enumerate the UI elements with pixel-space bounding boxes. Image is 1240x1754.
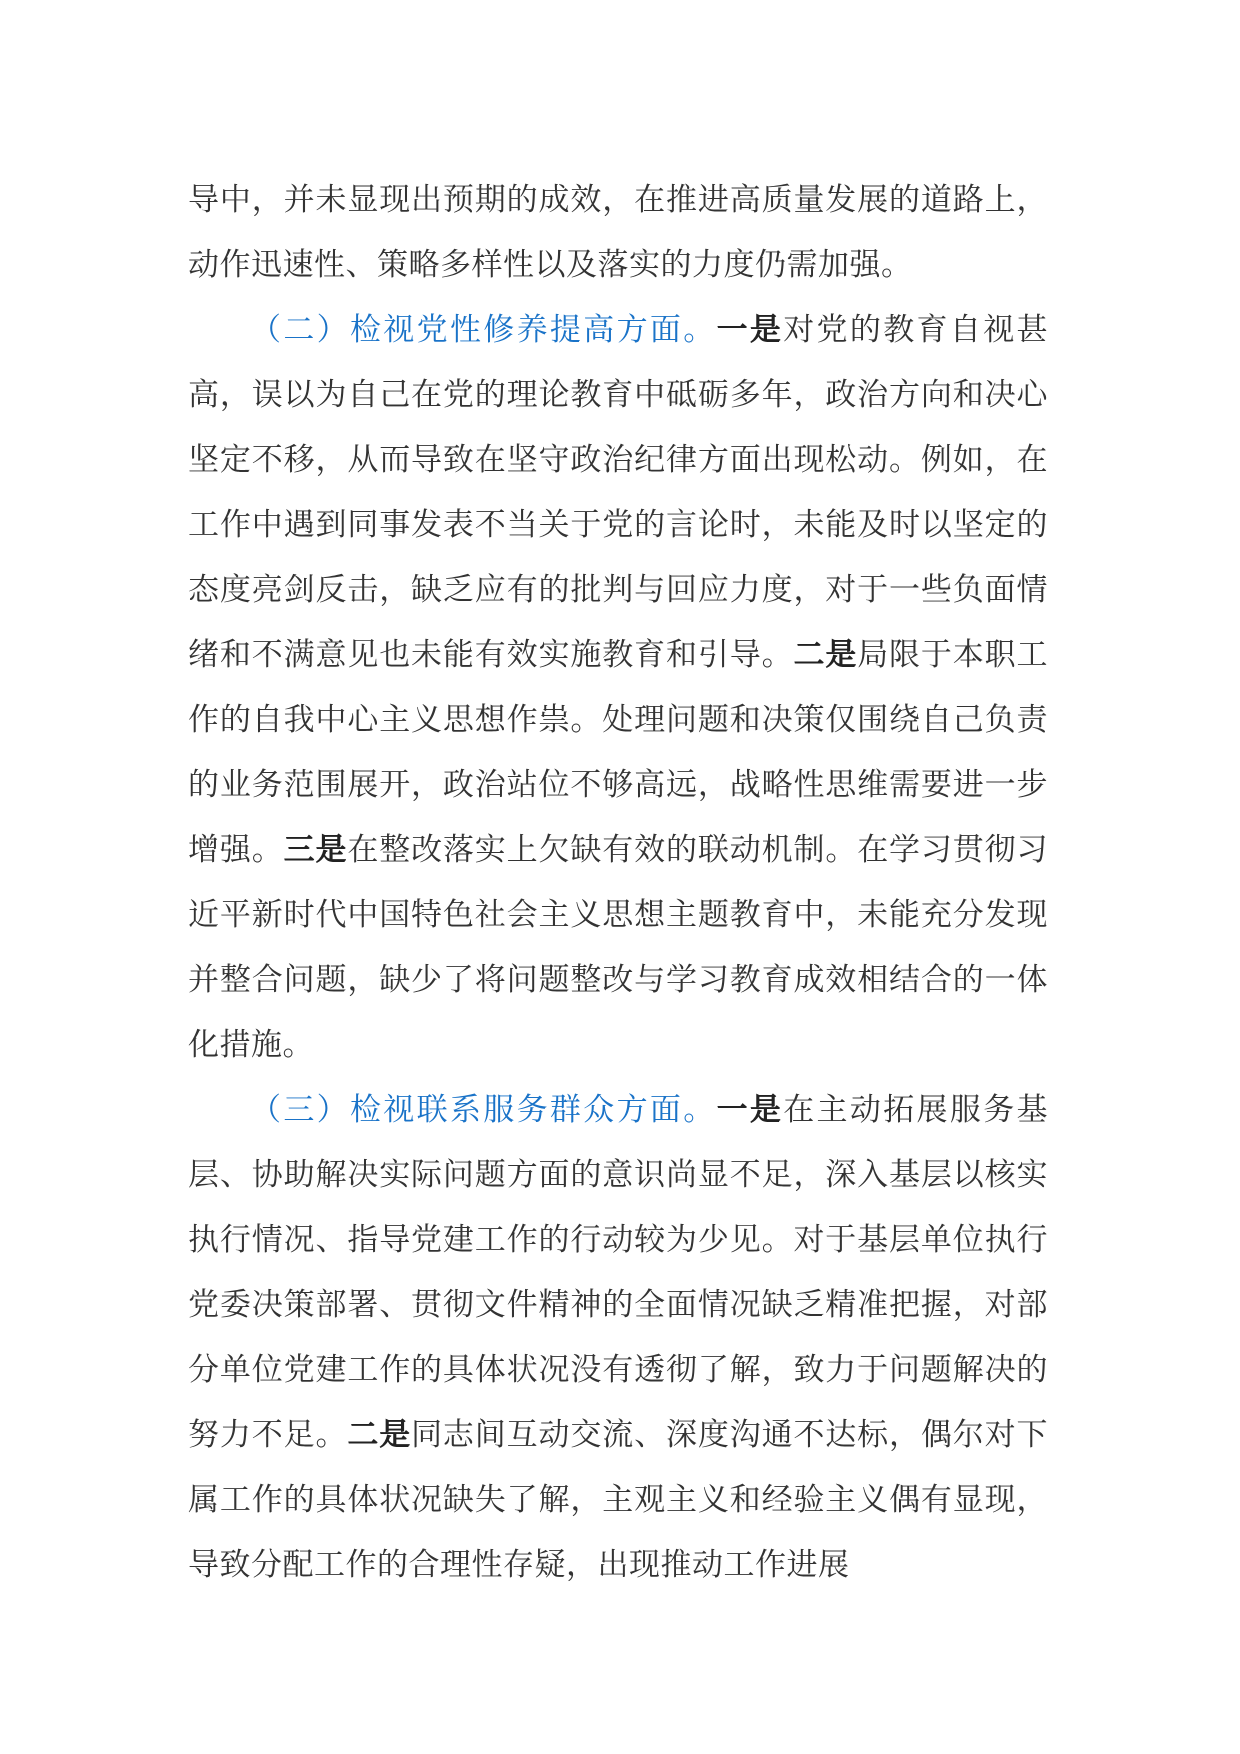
point-label: 二是 xyxy=(347,1417,412,1453)
body-text: 同志间互动交流、深度沟通不达标，偶尔对下属工作的具体状况缺失了解，主观主义和经验主义偶有显现，导致分配工作的合理性存疑，出现推动工作进展 xyxy=(188,1417,1049,1583)
body-text: 在整改落实上欠缺有效的联动机制。在学习贯彻习近平新时代中国特色社会主义思想主题教育中，未能充分发现并整合问题，缺少了将问题整改与学习教育成效相结合的一体化措施。 xyxy=(188,832,1049,1063)
body-text: 导中，并未显现出预期的成效，在推进高质量发展的道路上，动作迅速性、策略多样性以及落实的力度仍需加强。 xyxy=(188,182,1048,283)
point-label: 一是 xyxy=(716,1092,784,1128)
point-label: 二是 xyxy=(793,637,858,673)
point-label: 一是 xyxy=(716,312,784,348)
body-text: 在主动拓展服务基层、协助解决实际问题方面的意识尚显不足，深入基层以核实执行情况、指导党建工作的行动较为少见。对于基层单位执行党委决策部署、贯彻文件精神的全面情况缺乏精准把握，对部分单位党建工作的具体状况没有透彻了解，致力于问题解决的努力不足。 xyxy=(188,1092,1049,1453)
section-heading: （三）检视联系服务群众方面。 xyxy=(250,1092,717,1128)
paragraph-continuation xyxy=(188,168,1048,298)
document-body xyxy=(188,168,1048,1598)
paragraph-section-3 xyxy=(188,1078,1048,1598)
body-text: 局限于本职工作的自我中心主义思想作祟。处理问题和决策仅围绕自己负责的业务范围展开，政治站位不够高远，战略性思维需要进一步增强。 xyxy=(188,637,1049,868)
paragraph-section-2 xyxy=(188,298,1048,1078)
body-text: 对党的教育自视甚高，误以为自己在党的理论教育中砥砺多年，政治方向和决心坚定不移，从而导致在坚守政治纪律方面出现松动。例如，在工作中遇到同事发表不当关于党的言论时，未能及时以坚定的态度亮剑反击，缺乏应有的批判与回应力度，对于一些负面情绪和不满意见也未能有效实施教育和引导。 xyxy=(188,312,1049,673)
point-label: 三是 xyxy=(283,832,348,868)
section-heading: （二）检视党性修养提高方面。 xyxy=(250,312,717,348)
